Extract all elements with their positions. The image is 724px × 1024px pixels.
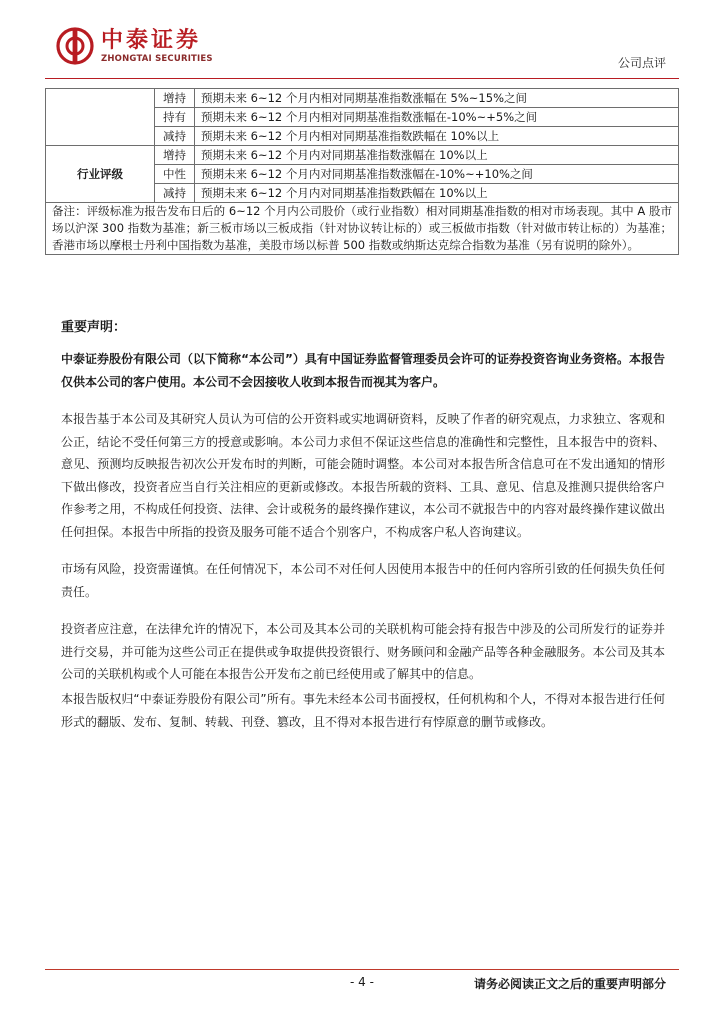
rating-standard-table (45, 88, 679, 255)
logo-chinese-name: 中泰证券 (101, 27, 202, 53)
declaration-paragraph-2: 市场有风险，投资需谨慎。在任何情况下，本公司不对任何人因使用本报告中的任何内容所引致的任何损失负任何责任。 (61, 562, 665, 599)
rating-description: 预期未来 6~12 个月内相对同期基准指数涨幅在-10%~+5%之间 (195, 108, 679, 127)
table-row (46, 203, 679, 255)
page-header (0, 0, 724, 86)
footer-disclaimer: 请务必阅读正文之后的重要声明部分 (473, 977, 666, 991)
rating-level: 持有 (155, 108, 195, 127)
declaration-title: 重要声明： (61, 320, 127, 335)
declaration-lead-paragraph: 中泰证券股份有限公司（以下简称“本公司”）具有中国证券监督管理委员会许可的证券投资咨询业务资格。本报告仅供本公司的客户使用。本公司不会因接收人收到本报告而视其为客户。 (61, 352, 665, 389)
stock-rating-category-cell (46, 89, 155, 146)
rating-level: 中性 (155, 165, 195, 184)
page-number: - 4 - (350, 975, 374, 989)
rating-description: 预期未来 6~12 个月内对同期基准指数跌幅在 10%以上 (195, 184, 679, 203)
zhongtai-logo-icon (55, 26, 95, 66)
rating-level: 减持 (155, 184, 195, 203)
logo-english-name: ZHONGTAI SECURITIES (101, 53, 213, 64)
table-row (46, 89, 679, 108)
declaration-paragraph-1: 本报告基于本公司及其研究人员认为可信的公开资料或实地调研资料，反映了作者的研究观点，力求独立、客观和公正，结论不受任何第三方的授意或影响。本公司力求但不保证这些信息的准确性和完整性，且本报告中的资料、意见、预测均反映报告初次公开发布时的判断，可能会随时调整。本公司对本报告所含信息可在不发出通知的情形下做出修改，投资者应当自行关注相应的更新或修改。本报告所载的资料、工具、意见、信息及推测只提供给客户作参考之用，不构成任何投资、法律、会计或税务的最终操作建议，本公司不就报告中的内容对最终操作建议做出任何担保。本报告中所指的投资及服务可能不适合个别客户，不构成客户私人咨询建议。 (61, 412, 665, 539)
rating-level: 增持 (155, 89, 195, 108)
rating-level: 减持 (155, 127, 195, 146)
rating-description: 预期未来 6~12 个月内对同期基准指数涨幅在-10%~+10%之间 (195, 165, 679, 184)
rating-note: 备注：评级标准为报告发布日后的 6~12 个月内公司股价（或行业指数）相对同期基准指数的相对市场表现。其中 A 股市场以沪深 300 指数为基准；新三板市场以三板成指（针对协议转让标的）或三板做市指数（针对做市转让标的）为基准；香港市场以摩根士丹利中国指数为基准，美股市场以标普 500 指数或纳斯达克综合指数为基准（另有说明的除外）。 (46, 203, 679, 255)
header-divider (45, 78, 679, 79)
footer-divider (45, 969, 679, 970)
declaration-paragraph-4: 本报告版权归“中泰证券股份有限公司”所有。事先未经本公司书面授权，任何机构和个人，不得对本报告进行任何形式的翻版、发布、复制、转载、刊登、篡改，且不得对本报告进行有悖原意的删节或修改。 (61, 692, 665, 729)
company-logo (55, 26, 213, 66)
industry-rating-label: 行业评级 (46, 146, 155, 203)
report-type-label: 公司点评 (617, 56, 666, 70)
rating-description: 预期未来 6~12 个月内对同期基准指数涨幅在 10%以上 (195, 146, 679, 165)
table-row (46, 146, 679, 165)
rating-description: 预期未来 6~12 个月内相对同期基准指数涨幅在 5%~15%之间 (195, 89, 679, 108)
rating-description: 预期未来 6~12 个月内相对同期基准指数跌幅在 10%以上 (195, 127, 679, 146)
rating-level: 增持 (155, 146, 195, 165)
declaration-paragraph-3: 投资者应注意，在法律允许的情况下，本公司及其本公司的关联机构可能会持有报告中涉及的公司所发行的证券并进行交易，并可能为这些公司正在提供或争取提供投资银行、财务顾问和金融产品等各种金融服务。本公司及其本公司的关联机构或个人可能在本报告公开发布之前已经使用或了解其中的信息。 (61, 622, 665, 681)
